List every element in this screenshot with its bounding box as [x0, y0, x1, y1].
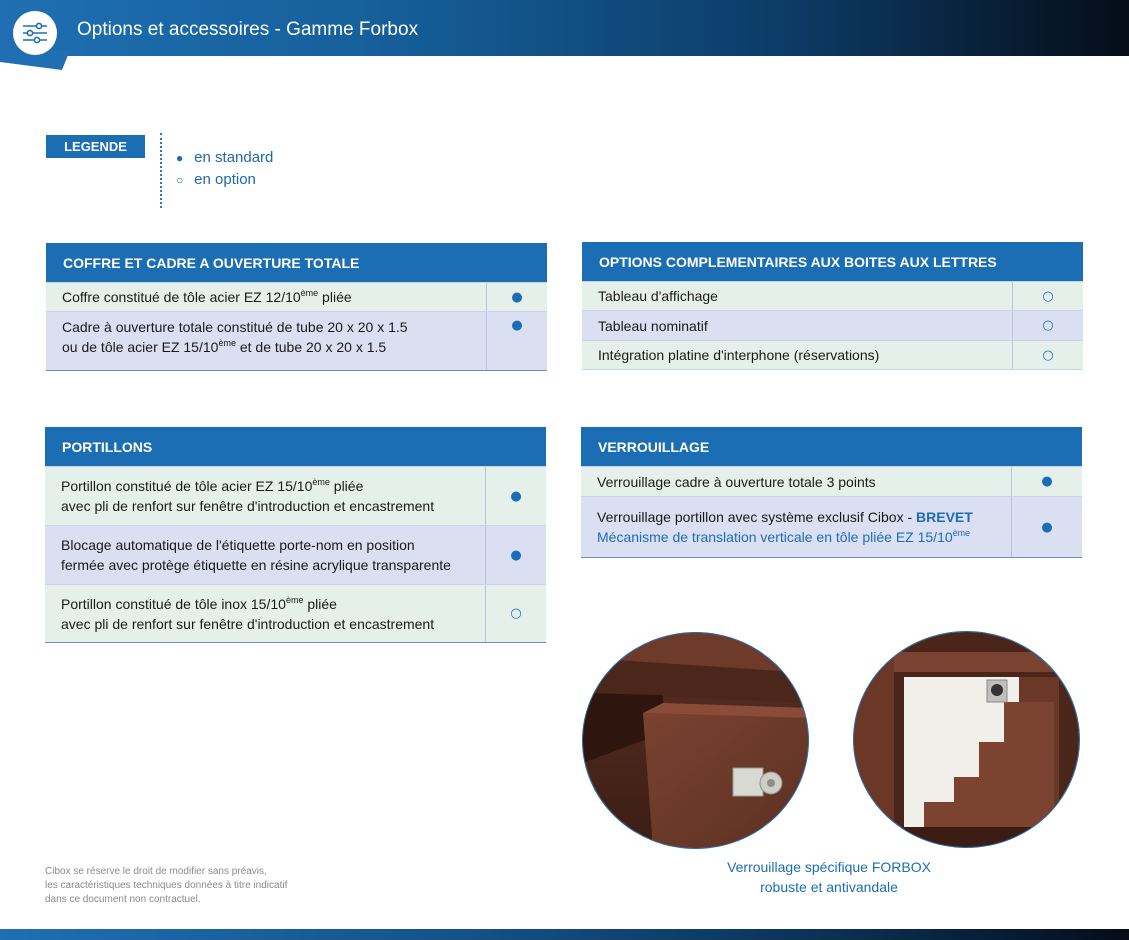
filled-dot-icon: ● [1041, 474, 1053, 489]
footer-bar [0, 929, 1129, 940]
photo-caption: Verrouillage spécifique FORBOX robuste et antivandale [727, 859, 931, 895]
page-title: Options et accessoires - Gamme Forbox [77, 19, 419, 40]
filled-dot-icon: ● [511, 318, 523, 333]
row-text: Portillon constitué de tôle inox 15/10ème pliée avec pli de renfort sur fenêtre d'introduction et encastrement [45, 585, 486, 642]
row-text: Portillon constitué de tôle acier EZ 15/10ème pliée avec pli de renfort sur fenêtre d'introduction et encastrement [45, 467, 486, 525]
table-row [45, 466, 546, 525]
hollow-dot-icon: ○ [1042, 347, 1054, 363]
verrouillage-table-title: VERROUILLAGE [581, 427, 1082, 466]
table-row [581, 466, 1082, 496]
legend-option [176, 171, 256, 188]
options-table [582, 242, 1083, 370]
portillons-table-title: PORTILLONS [45, 427, 546, 466]
coffre-table [46, 243, 547, 371]
filled-dot-icon: ● [510, 547, 522, 563]
row-text: Tableau nominatif [582, 311, 1013, 340]
table-row [582, 340, 1083, 369]
table-row [46, 311, 547, 370]
filled-dot-icon: ● [510, 488, 522, 504]
hollow-dot-icon: ○ [510, 606, 522, 621]
filled-dot-icon: ● [176, 151, 184, 165]
brevet-label: BREVET [916, 509, 973, 525]
table-row [46, 282, 547, 311]
verrouillage-table [581, 427, 1082, 558]
table-row [581, 496, 1082, 557]
row-text: Coffre constitué de tôle acier EZ 12/10ème pliée [46, 283, 487, 311]
table-row [45, 584, 546, 642]
table-row [45, 525, 546, 584]
portillons-table [45, 427, 546, 643]
row-text: Verrouillage cadre à ouverture totale 3 points [581, 467, 1012, 496]
legend-divider [160, 133, 162, 208]
filled-dot-icon: ● [1041, 519, 1053, 535]
sliders-icon [13, 11, 57, 55]
mechanism-photo [853, 631, 1080, 848]
row-text: Tableau d'affichage [582, 282, 1013, 310]
row-text: Intégration platine d'interphone (réservations) [582, 341, 1013, 369]
options-table-title: OPTIONS COMPLEMENTAIRES AUX BOITES AUX LETTRES [582, 242, 1083, 281]
table-row [582, 310, 1083, 340]
hollow-dot-icon: ○ [1042, 318, 1054, 333]
row-text: Verrouillage portillon avec système exclusif Cibox - BREVET Mécanisme de translation verticale en tôle pliée EZ 15/10ème [581, 497, 1012, 557]
row-text: Cadre à ouverture totale constitué de tube 20 x 20 x 1.5 ou de tôle acier EZ 15/10ème et de tube 20 x 20 x 1.5 [46, 312, 487, 370]
filled-dot-icon: ● [511, 289, 523, 305]
legend-badge: LEGENDE [46, 135, 145, 158]
legend-standard [176, 149, 273, 166]
hollow-dot-icon: ○ [176, 173, 184, 187]
lock-photo [582, 632, 809, 849]
table-row [582, 281, 1083, 310]
legend-option-label: en option [194, 171, 256, 188]
disclaimer: Cibox se réserve le droit de modifier sans préavis, les caractéristiques techniques données à titre indicatif dans ce document non contractuel. [45, 866, 288, 905]
row-text: Blocage automatique de l'étiquette porte-nom en position fermée avec protège étiquette en résine acrylique transparente [45, 526, 486, 584]
legend-standard-label: en standard [194, 149, 274, 166]
coffre-table-title: COFFRE ET CADRE A OUVERTURE TOTALE [46, 243, 547, 282]
hollow-dot-icon: ○ [1042, 288, 1054, 304]
